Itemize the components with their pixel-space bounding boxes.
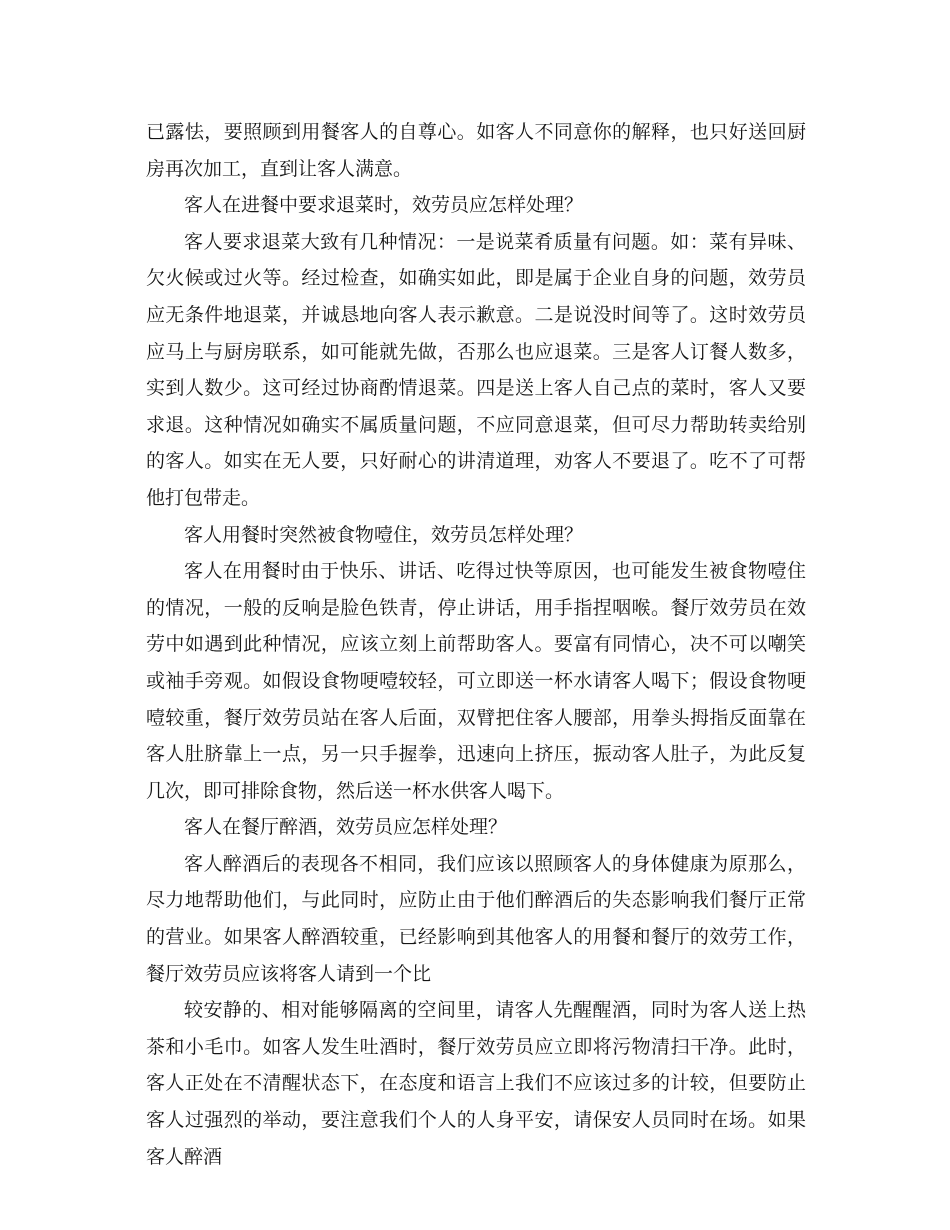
question-heading-drunk: 客人在餐厅醉酒，效劳员应怎样处理？ (184, 816, 508, 839)
paragraph-choking: 客人在用餐时由于快乐、讲话、吃得过快等原因，也可能发生被食物噎住的情况，一般的反响是脸色铁青，停止讲话，用手指捏咽喉。餐厅效劳员在效劳中如遇到此种情况，应该立刻上前帮助客人。要富有同情心，决不可以嘲笑或袖手旁观。如假设食物哽噎较轻，可立即送一杯水请客人喝下；假设食物哽噎较重，餐厅效劳员站在客人后面，双臂把住客人腰部，用拳头拇指反面靠在客人肚脐靠上一点，另一只手握拳，迅速向上挤压，振动客人肚子，为此反复几次，即可排除食物，然后送一杯水供客人喝下。 (146, 560, 806, 802)
paragraph-drunk-1: 客人醉酒后的表现各不相同，我们应该以照顾客人的身体健康为原那么，尽力地帮助他们，与此同时，应防止由于他们醉酒后的失态影响我们餐厅正常的营业。如果客人醉酒较重，已经影响到其他客人的用餐和餐厅的效劳工作，餐厅效劳员应该将客人请到一个比 (146, 852, 806, 985)
paragraph-return-dish: 客人要求退菜大致有几种情况：一是说菜肴质量有问题。如：菜有异味、欠火候或过火等。经过检查，如确实如此，即是属于企业自身的问题，效劳员应无条件地退菜，并诚恳地向客人表示歉意。二是说没时间等了。这时效劳员应马上与厨房联系，如可能就先做，否那么也应退菜。三是客人订餐人数多，实到人数少。这可经过协商酌情退菜。四是送上客人自己点的菜时，客人又要求退。这种情况如确实不属质量问题，不应同意退菜，但可尽力帮助转卖给别的客人。如实在无人要，只好耐心的讲清道理，劝客人不要退了。吃不了可帮他打包带走。 (146, 230, 806, 509)
paragraph-continuation: 已露怯，要照顾到用餐客人的自尊心。如客人不同意你的解释，也只好送回厨房再次加工，直到让客人满意。 (146, 121, 806, 180)
paragraph-drunk-2: 较安静的、相对能够隔离的空间里，请客人先醒醒酒，同时为客人送上热茶和小毛巾。如客人发生吐酒时，餐厅效劳员应立即将污物清扫干净。此时，客人正处在不清醒状态下，在态度和语言上我们不应该过多的计较，但要防止客人过强烈的举动，要注意我们个人的人身平安，请保安人员同时在场。如果客人醉酒 (146, 999, 806, 1168)
document-body (146, 114, 806, 1175)
question-heading-return-dish: 客人在进餐中要求退菜时，效劳员应怎样处理？ (184, 194, 584, 217)
question-heading-choking: 客人用餐时突然被食物噎住，效劳员怎样处理？ (184, 523, 584, 546)
